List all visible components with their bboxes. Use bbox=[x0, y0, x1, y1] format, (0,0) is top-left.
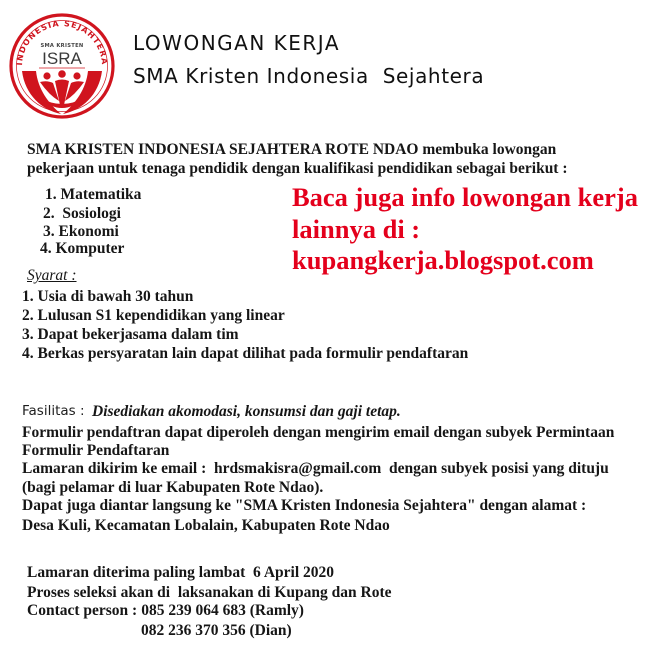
logo-figure-head-right bbox=[73, 72, 80, 79]
requirement-item: 4. Berkas persyaratan lain dapat dilihat pada formulir pendaftaran bbox=[22, 345, 469, 362]
application-deadline: Lamaran diterima paling lambat 6 April 2020 bbox=[27, 564, 334, 581]
position-item: 4. Komputer bbox=[40, 240, 125, 257]
form-info-line-2: Formulir Pendaftaran bbox=[22, 442, 170, 459]
email-note: (bagi pelamar di luar Kabupaten Rote Ndao). bbox=[22, 479, 324, 496]
position-item: 3. Ekonomi bbox=[43, 223, 119, 240]
requirement-item: 1. Usia di bawah 30 tahun bbox=[22, 288, 194, 305]
intro-line-1: SMA KRISTEN INDONESIA SEJAHTERA ROTE NDAO membuka lowongan bbox=[27, 141, 557, 158]
form-info-line-1: Formulir pendaftran dapat diperoleh dengan mengirim email dengan subyek Permintaan bbox=[22, 424, 615, 441]
requirement-item: 3. Dapat bekerjasama dalam tim bbox=[22, 326, 239, 343]
requirement-item: 2. Lulusan S1 kependidikan yang linear bbox=[22, 307, 285, 324]
logo-figure-body-center bbox=[55, 80, 69, 106]
school-name-heading: SMA Kristen Indonesia Sejahtera bbox=[133, 64, 485, 88]
posting-title: LOWONGAN KERJA bbox=[133, 31, 341, 55]
logo-arc-text-path: INDONESIA SEJAHTERA bbox=[14, 19, 110, 66]
email-line bbox=[22, 459, 609, 478]
application-email: hrdsmakisra@gmail.com bbox=[214, 460, 382, 477]
selection-info: Proses seleksi akan di laksanakan di Kupang dan Rote bbox=[27, 584, 392, 601]
promo-line-2: lainnya di : bbox=[292, 214, 421, 244]
facilities-text: Disediakan akomodasi, konsumsi dan gaji tetap. bbox=[92, 403, 401, 420]
promo-url: kupangkerja.blogspot.com bbox=[292, 245, 594, 275]
intro-line-2: pekerjaan untuk tenaga pendidik dengan kualifikasi pendidikan sebagai berikut : bbox=[27, 160, 568, 177]
facilities-label: Fasilitas : bbox=[22, 403, 85, 419]
contact-label: Contact person : bbox=[27, 602, 138, 619]
delivery-line: Dapat juga diantar langsung ke "SMA Kristen Indonesia Sejahtera" dengan alamat : bbox=[22, 497, 587, 514]
position-item: 1. Matematika bbox=[45, 186, 142, 203]
contact-entry: 085 239 064 683 (Ramly) bbox=[141, 602, 304, 619]
email-line-prefix: Lamaran dikirim ke email : bbox=[22, 460, 215, 477]
logo-figure-head-center bbox=[58, 70, 66, 78]
school-address: Desa Kuli, Kecamatan Lobalain, Kabupaten Rote Ndao bbox=[22, 517, 390, 534]
email-line-suffix: dengan subyek posisi yang dituju bbox=[381, 460, 609, 477]
school-logo bbox=[9, 13, 115, 119]
logo-figure-head-left bbox=[43, 72, 50, 79]
position-item: 2. Sosiologi bbox=[43, 205, 121, 222]
logo-school-type: SMA KRISTEN bbox=[40, 43, 84, 49]
requirements-heading: Syarat : bbox=[27, 267, 77, 284]
logo-acronym: ISRA bbox=[42, 49, 82, 68]
contact-line-1 bbox=[27, 601, 304, 620]
contact-entry: 082 236 370 356 (Dian) bbox=[141, 622, 292, 639]
promo-line-1: Baca juga info lowongan kerja bbox=[292, 182, 638, 212]
